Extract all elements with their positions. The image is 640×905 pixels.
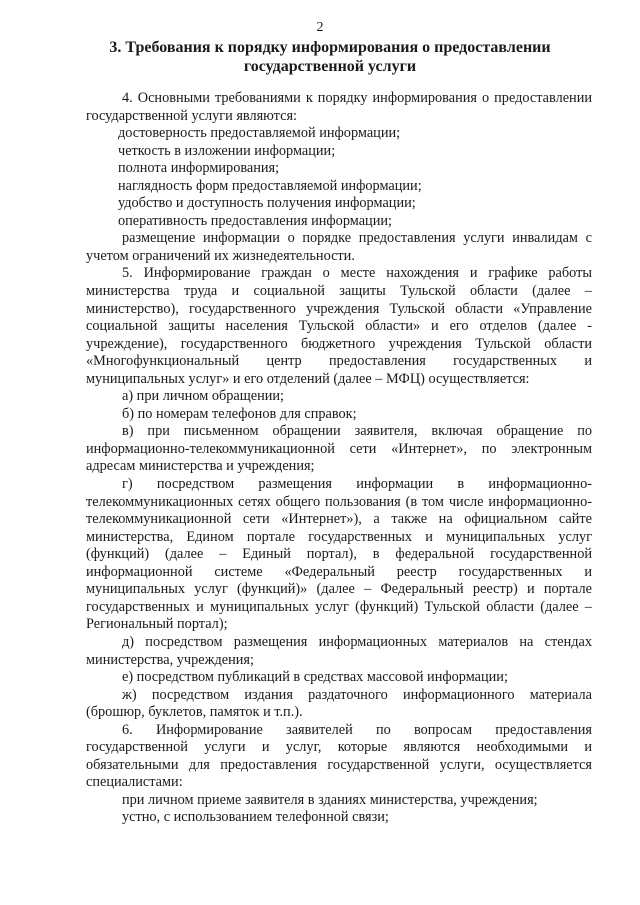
section-title: [60, 38, 600, 76]
paragraph-6-item-personal: при личном приеме заявителя в зданиях министерства, учреждения;: [122, 791, 538, 808]
paragraph-5-item-g: г) посредством размещения информации в информационно-телекоммуникационных сетях общего пользования (в том числе информационно-телекоммуникационной сети «Интернет»), а также на официальном сайте министерства, Едином портале государственных и муниципальных услуг (функций) (далее – Единый портал), в федеральной государственной информационной системе «Федеральный реестр государственных и муниципальных услуг (функций)» (далее – Федеральный реестр) и портале государственных и муниципальных услуг (функций) Тульской области (далее – Региональный портал);: [86, 476, 592, 633]
paragraph-5-item-d: д) посредством размещения информационных материалов на стендах министерства, учреждения;: [86, 633, 592, 668]
list-item-disabled-persons: размещение информации о порядке предоставления услуги инвалидам с учетом ограничений их жизнедеятельности.: [86, 230, 592, 264]
paragraph-5-item-zh: ж) посредством издания раздаточного информационного материала (брошюр, буклетов, памяток и т.п.).: [86, 686, 592, 721]
list-item-reliability: достоверность предоставляемой информации;: [118, 125, 401, 142]
paragraph-5-item-b: б) по номерам телефонов для справок;: [122, 405, 357, 422]
paragraph-4-intro: 4. Основными требованиями к порядку информирования о предоставлении государственной услуги являются:: [86, 90, 592, 124]
paragraph-5-item-e: е) посредством публикаций в средствах массовой информации;: [122, 669, 508, 686]
page-number: 2: [316, 20, 324, 35]
list-item-clarity: четкость в изложении информации;: [118, 142, 336, 159]
list-item-promptness: оперативность предоставления информации;: [118, 212, 392, 229]
paragraph-5-item-a: а) при личном обращении;: [122, 388, 285, 405]
paragraph-5-item-v: в) при письменном обращении заявителя, включая обращение по информационно-телекоммуникационной сети «Интернет», по электронным адресам министерства и учреждения;: [86, 423, 592, 475]
section-title-line-2: государственной услуги: [243, 58, 417, 75]
paragraph-6-intro: 6. Информирование заявителей по вопросам предоставления государственной услуги и услуг, которые являются необходимыми и обязательными для предоставления государственной услуги, осуществляется специалистами:: [86, 721, 592, 791]
list-item-accessibility: удобство и доступность получения информации;: [118, 195, 416, 212]
list-item-visibility: наглядность форм предоставляемой информации;: [118, 177, 422, 194]
section-title-line-1: 3. Требования к порядку информирования о предоставлении: [109, 39, 551, 56]
paragraph-6-item-phone: устно, с использованием телефонной связи;: [122, 809, 389, 826]
paragraph-5-intro: 5. Информирование граждан о месте нахождения и графике работы министерства труда и социальной защиты Тульской области (далее – министерство), государственного учреждения Тульской области «Управление социальной защиты населения Тульской области» и его отделов (далее - учреждение), государственного бюджетного учреждения Тульской области «Многофункциональный центр предоставления государственных и муниципальных услуг» и его отделений (далее – МФЦ) осуществляется:: [86, 265, 592, 387]
document-body: [86, 90, 592, 827]
list-item-completeness: полнота информирования;: [118, 160, 280, 177]
